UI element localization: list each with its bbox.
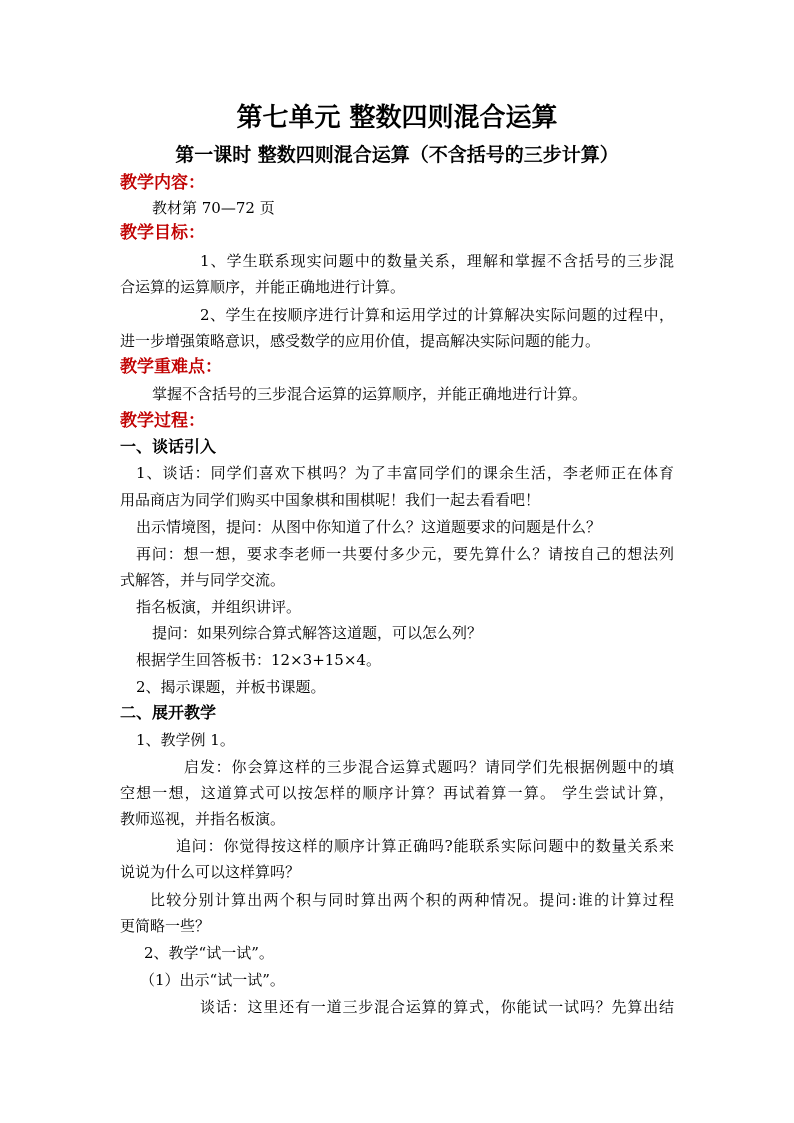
s2-paragraph-7: 谈话：这里还有一道三步混合运算的算式，你能试一试吗？先算出结 bbox=[200, 998, 674, 1016]
goals-heading: 教学目标： bbox=[120, 223, 205, 243]
s2-paragraph-6: （1）出示“试一试”。 bbox=[140, 971, 285, 989]
s2-paragraph-5: 2、教学“试一试”。 bbox=[144, 944, 274, 962]
process-heading: 教学过程： bbox=[120, 411, 205, 431]
s1-paragraph-3-line-2: 式解答，并与同学交流。 bbox=[120, 571, 286, 589]
goal-2-line-2: 进一步增强策略意识，感受数学的应用价值，提高解决实际问题的能力。 bbox=[120, 332, 601, 350]
s2-paragraph-2-line-1: 启发：你会算这样的三步混合运算式题吗？请同学们先根据例题中的填 bbox=[184, 758, 674, 776]
s1-paragraph-6: 根据学生回答板书：12×3+15×4。 bbox=[136, 651, 381, 669]
lesson-title: 第一课时 整数四则混合运算（不含括号的三步计算） bbox=[175, 144, 619, 166]
s1-paragraph-1-line-1: 1、谈话：同学们喜欢下棋吗？为了丰富同学们的课余生活，李老师正在体育 bbox=[136, 464, 674, 482]
s2-paragraph-4-line-1: 比较分别计算出两个积与同时算出两个积的两种情况。提问:谁的计算过程 bbox=[150, 891, 674, 909]
key-points-text: 掌握不含括号的三步混合运算的运算顺序，并能正确地进行计算。 bbox=[152, 385, 588, 403]
s1-paragraph-1-line-2: 用品商店为同学们购买中国象棋和围棋呢！我们一起去看看吧！ bbox=[120, 491, 541, 509]
content-text: 教材第 70—72 页 bbox=[152, 199, 275, 217]
s1-paragraph-4: 指名板演，并组织讲评。 bbox=[136, 598, 302, 616]
s1-paragraph-5: 提问：如果列综合算式解答这道题，可以怎么列？ bbox=[152, 624, 483, 642]
key-points-heading: 教学重难点： bbox=[120, 357, 222, 377]
s1-paragraph-3-line-1: 再问：想一想，要求李老师一共要付多少元，要先算什么？请按自己的想法列 bbox=[136, 545, 674, 563]
s2-paragraph-2-line-3: 教师巡视，并指名板演。 bbox=[120, 810, 286, 828]
s2-paragraph-2-line-2: 空想一想，这道算式可以按怎样的顺序计算？再试着算一算。 学生尝试计算， bbox=[120, 784, 674, 802]
s2-paragraph-4-line-2: 更简略一些？ bbox=[120, 917, 211, 935]
s2-paragraph-3-line-2: 说说为什么可以这样算吗？ bbox=[120, 863, 301, 881]
goal-1-line-2: 合运算的运算顺序，并能正确地进行计算。 bbox=[120, 278, 406, 296]
s2-paragraph-3-line-1: 追问：你觉得按这样的顺序计算正确吗?能联系实际问题中的数量关系来 bbox=[176, 837, 674, 855]
section-2-heading: 二、展开教学 bbox=[120, 703, 217, 722]
goal-1-line-1: 1、学生联系现实问题中的数量关系，理解和掌握不含括号的三步混 bbox=[200, 252, 674, 270]
s1-paragraph-7: 2、揭示课题，并板书课题。 bbox=[136, 678, 326, 696]
s1-paragraph-2: 出示情境图，提问：从图中你知道了什么？这道题要求的问题是什么？ bbox=[136, 518, 602, 536]
page-title: 第七单元 整数四则混合运算 bbox=[236, 103, 558, 133]
goal-2-line-1: 2、学生在按顺序进行计算和运用学过的计算解决实际问题的过程中， bbox=[200, 306, 674, 324]
content-heading: 教学内容： bbox=[120, 173, 205, 193]
s2-paragraph-1: 1、教学例 1。 bbox=[136, 731, 235, 749]
section-1-heading: 一、谈话引入 bbox=[120, 437, 217, 456]
